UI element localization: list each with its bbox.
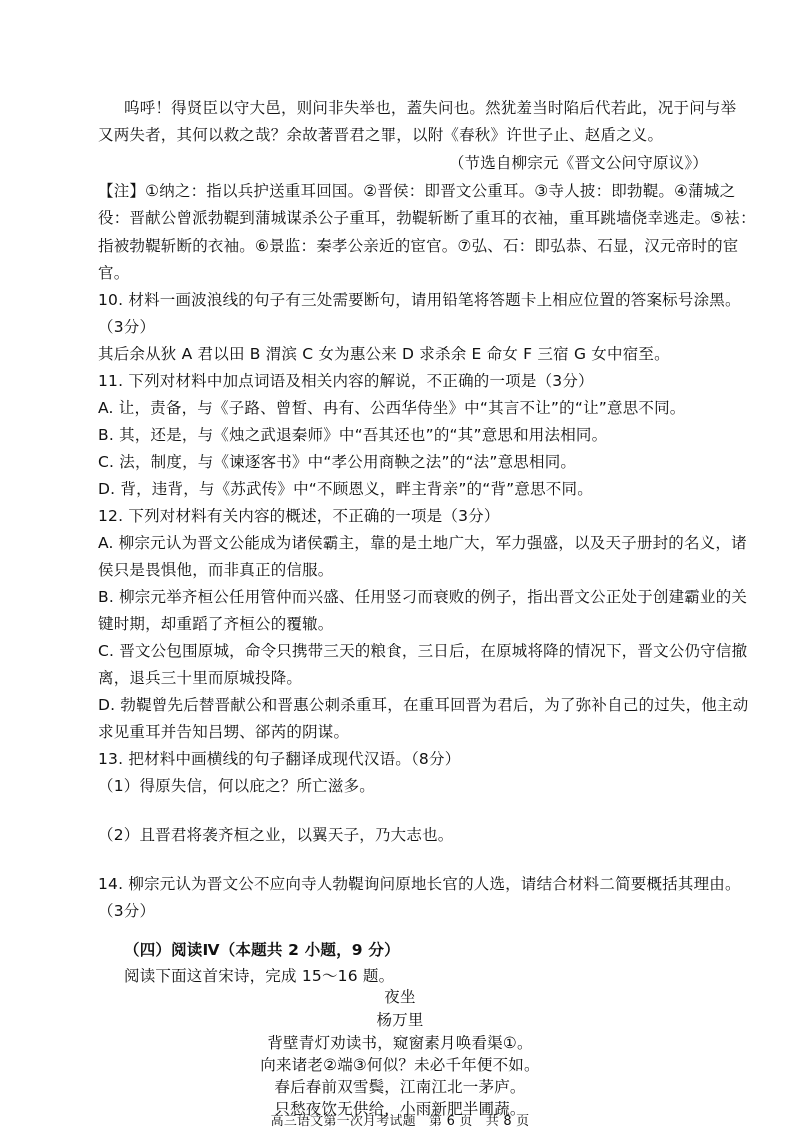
poem-line: 向来诸老②端③何似？未必千年便不如。 <box>260 1056 540 1074</box>
passage-line-1: 呜呼！得贤臣以守大邑，则问非失举也，蓋失问也。然犹羞当时陷后代若此，况于问与举 <box>124 99 737 117</box>
q12-option-c-line-1: C. 晋文公包围原城，命令只携带三天的粮食，三日后，在原城将降的情况下，晋文公仍守信撤 <box>98 642 748 660</box>
q12-option-d-line-2: 求见重耳并告知吕甥、郤芮的阴谋。 <box>98 723 350 741</box>
notes-line-2: 役：晋献公曾派勃鞮到蒲城谋杀公子重耳，勃鞮斩断了重耳的衣袖，重耳跳墙侥幸逃走。⑤袪： <box>98 209 756 227</box>
passage-line-2: 又两失者，其何以救之哉？余故著晋君之罪，以附《春秋》许世子止、赵盾之义。 <box>98 126 664 144</box>
section-4-intro: 阅读下面这首宋诗，完成 15～16 题。 <box>124 967 395 985</box>
q12-option-d-line-1: D. 勃鞮曾先后替晋献公和晋惠公刺杀重耳，在重耳回晋为君后，为了弥补自己的过失，他主动 <box>98 696 749 714</box>
q12-option-a-line-2: 侯只是畏惧他，而非真正的信服。 <box>98 561 334 579</box>
passage-source: （节选自柳宗元《晋文公问守原议》） <box>448 154 708 172</box>
poem-line: 背壁青灯劝读书，窥窗素月唤看渠①。 <box>267 1034 533 1052</box>
notes-line-1: 【注】①纳之：指以兵护送重耳回国。②晋侯：即晋文公重耳。③寺人披：即勃鞮。④蒲城之 <box>98 182 736 200</box>
q11-stem: 11. 下列对材料中加点词语及相关内容的解说，不正确的一项是（3分） <box>98 372 594 390</box>
notes-line-4: 官。 <box>98 264 130 282</box>
q12-option-a-line-1: A. 柳宗元认为晋文公能成为诸侯霸主，靠的是土地广大，军力强盛，以及天子册封的名义，诸 <box>98 534 747 552</box>
page-footer: 高三语文第一次月考试题 第 6 页 共 8 页 <box>270 1114 530 1129</box>
q10-sentence: 其后余从狄 A 君以田 B 渭滨 C 女为惠公来 D 求杀余 E 命女 F 三宿 G 女中宿至。 <box>98 345 670 363</box>
section-4-heading: （四）阅读Ⅳ（本题共 2 小题，9 分） <box>124 941 400 959</box>
q14-stem-line-2: （3分） <box>98 902 156 920</box>
poem-title: 夜坐 <box>384 988 416 1006</box>
poem-author: 杨万里 <box>376 1011 424 1029</box>
q12-option-b-line-1: B. 柳宗元举齐桓公任用管仲而兴盛、任用竖刁而衰败的例子，指出晋文公正处于创建霸业的关 <box>98 588 748 606</box>
q11-option-a: A. 让，责备，与《子路、曾皙、冉有、公西华侍坐》中“其言不让”的“让”意思不同。 <box>98 399 686 417</box>
q11-option-c: C. 法，制度，与《谏逐客书》中“孝公用商鞅之法”的“法”意思相同。 <box>98 453 577 471</box>
q13-sentence-1: （1）得原失信，何以庇之？所亡滋多。 <box>98 777 375 795</box>
q14-stem-line-1: 14. 柳宗元认为晋文公不应向寺人勃鞮询问原地长官的人选，请结合材料二简要概括其理由。 <box>98 875 741 893</box>
q12-option-b-line-2: 键时期，却重蹈了齐桓公的覆辙。 <box>98 615 334 633</box>
notes-line-3: 指被勃鞮斩断的衣袖。⑥景监：秦孝公亲近的宦官。⑦弘、石：即弘恭、石显，汉元帝时的宦 <box>98 237 739 255</box>
q11-option-b: B. 其，还是，与《烛之武退秦师》中“吾其还也”的“其”意思和用法相同。 <box>98 426 608 444</box>
poem-line: 只愁夜饮无供给，小雨新肥半圃蔬。 <box>274 1100 526 1118</box>
q13-sentence-2: （2）且晋君将袭齐桓之业，以翼天子，乃大志也。 <box>98 826 454 844</box>
q11-option-d: D. 背，违背，与《苏武传》中“不顾恩义，畔主背亲”的“背”意思不同。 <box>98 480 593 498</box>
q13-stem: 13. 把材料中画横线的句子翻译成现代汉语。（8分） <box>98 750 461 768</box>
poem-line: 春后春前双雪鬓，江南江北一茅庐。 <box>274 1078 526 1096</box>
q12-stem: 12. 下列对材料有关内容的概述，不正确的一项是（3分） <box>98 507 500 525</box>
q10-stem-line-1: 10. 材料一画波浪线的句子有三处需要断句，请用铅笔将答题卡上相应位置的答案标号涂黑。 <box>98 291 741 309</box>
q10-stem-line-2: （3分） <box>98 318 156 336</box>
q12-option-c-line-2: 离，退兵三十里而原城投降。 <box>98 669 303 687</box>
